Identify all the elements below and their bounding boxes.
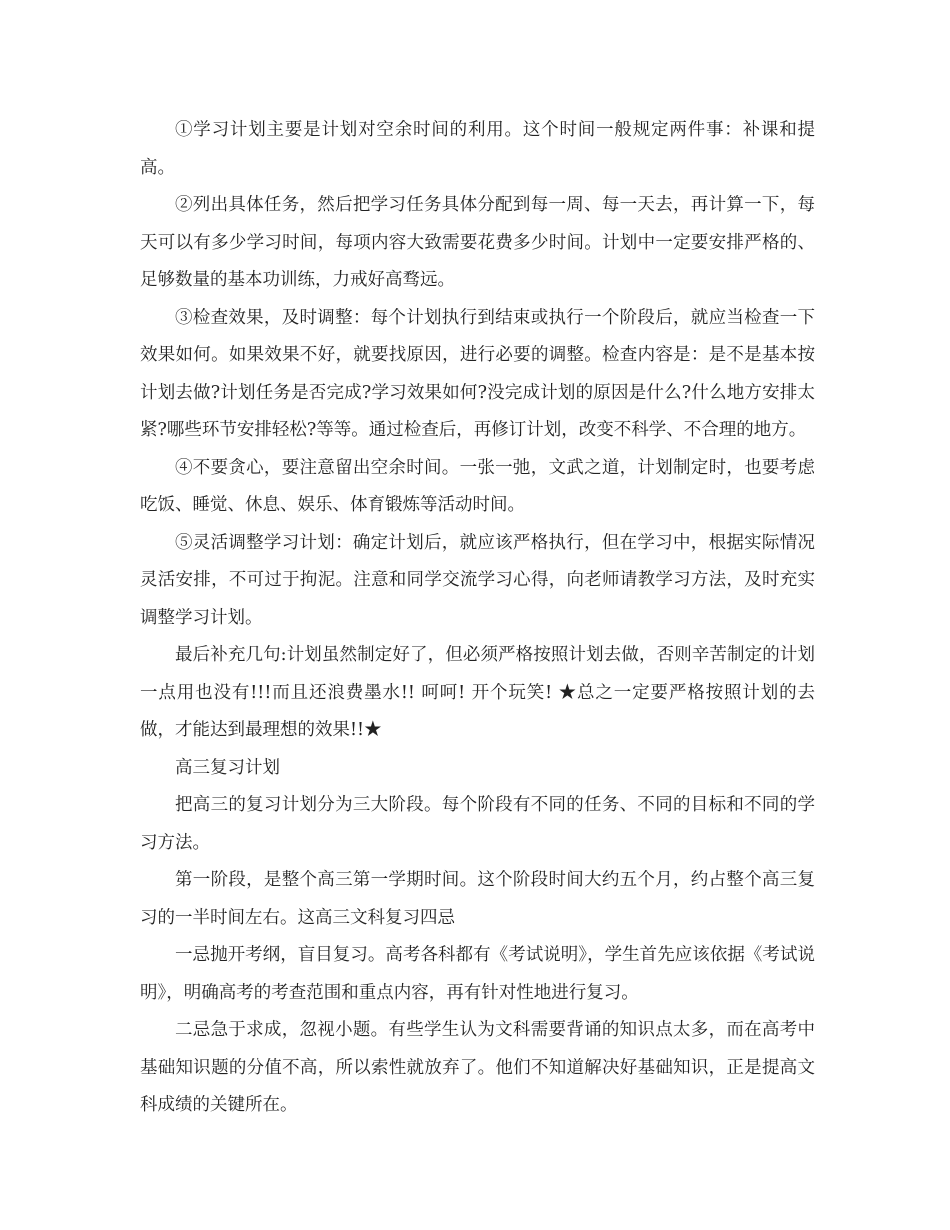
document-body <box>140 112 815 1125</box>
paragraph-taboo-two: 二忌急于求成，忽视小题。有些学生认为文科需要背诵的知识点太多，而在高考中基础知识题的分值不高，所以索性就放弃了。他们不知道解决好基础知识，正是提高文科成绩的关键所在。 <box>140 1020 815 1115</box>
paragraph-not-greedy: ④不要贪心，要注意留出空余时间。一张一弛，文武之道，计划制定时，也要考虑吃饭、睡觉、休息、娱乐、体育锻炼等活动时间。 <box>140 457 815 515</box>
paragraph-flexible-adjust: ⑤灵活调整学习计划：确定计划后，就应该严格执行，但在学习中，根据实际情况灵活安排，不可过于拘泥。注意和同学交流学习心得，向老师请教学习方法，及时充实调整学习计划。 <box>140 532 815 628</box>
paragraph-list-tasks: ②列出具体任务，然后把学习任务具体分配到每一周、每一天去，再计算一下，每天可以有多少学习时间，每项内容大致需要花费多少时间。计划中一定要安排严格的、足够数量的基本功训练，力戒好高骛远。 <box>140 195 815 290</box>
paragraph-three-stages: 把高三的复习计划分为三大阶段。每个阶段有不同的任务、不同的目标和不同的学习方法。 <box>140 795 815 853</box>
section-heading: 高三复习计划 <box>175 757 280 778</box>
paragraph-stage-one: 第一阶段，是整个高三第一学期时间。这个阶段时间大约五个月，约占整个高三复习的一半时间左右。这高三文科复习四忌 <box>140 870 815 928</box>
paragraph-plan-use-spare-time: ①学习计划主要是计划对空余时间的利用。这个时间一般规定两件事：补课和提高。 <box>140 120 815 178</box>
paragraph-check-results: ③检查效果，及时调整：每个计划执行到结束或执行一个阶段后，就应当检查一下效果如何。如果效果不好，就要找原因，进行必要的调整。检查内容是：是不是基本按计划去做?计划任务是否完成?学习效果如何?没完成计划的原因是什么?什么地方安排太紧?哪些环节安排轻松?等等。通过检查后，再修订计划，改变不科学、不合理的地方。 <box>140 307 815 440</box>
paragraph-taboo-one: 一忌抛开考纲，盲目复习。高考各科都有《考试说明》，学生首先应该依据《考试说明》，明确高考的考查范围和重点内容，再有针对性地进行复习。 <box>140 945 815 1003</box>
paragraph-final-remarks: 最后补充几句:计划虽然制定好了，但必须严格按照计划去做，否则辛苦制定的计划一点用也没有!!!而且还浪费墨水!! 呵呵! 开个玩笑! ★总之一定要严格按照计划的去做，才能达到最理想的效果!!★ <box>140 645 815 740</box>
